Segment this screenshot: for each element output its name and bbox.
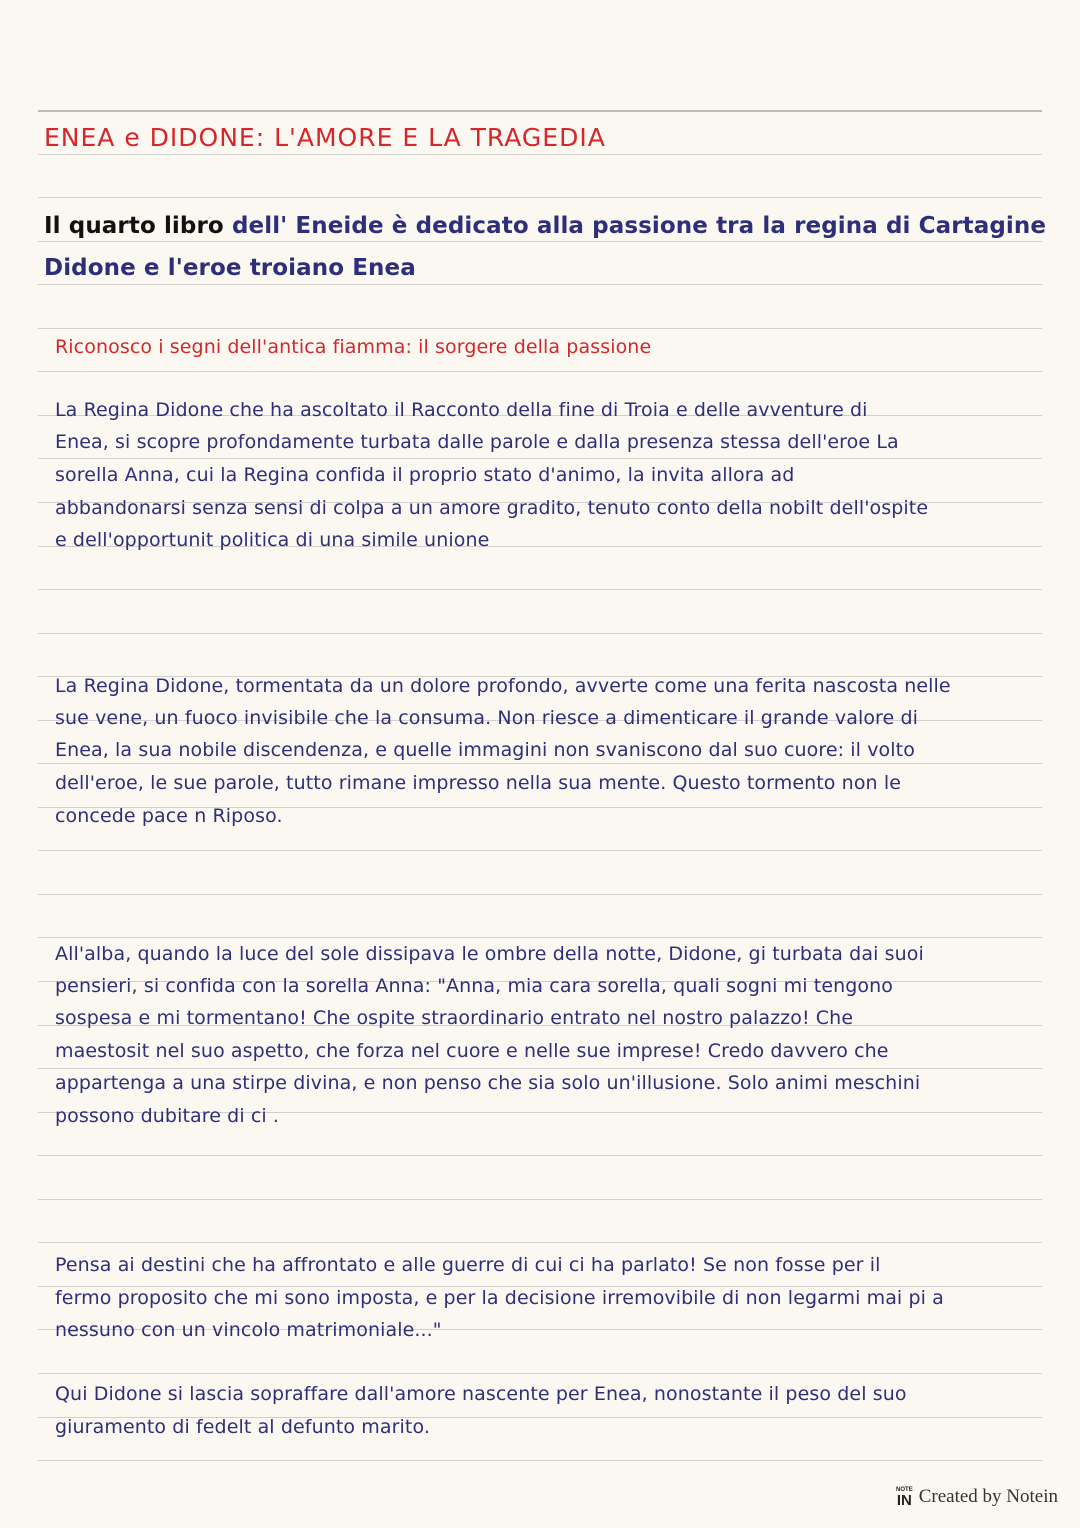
- logo-big-text: IN: [896, 1491, 912, 1509]
- paragraph-3-line: pensieri, si confida con la sorella Anna: "Anna, mia cara sorella, quali sogni mi tengono: [55, 975, 894, 997]
- ruled-line: [38, 154, 1042, 155]
- paragraph-3-line: possono dubitare di ci .: [55, 1105, 280, 1127]
- ruled-line: [38, 241, 1042, 242]
- intro-highlight: Il quarto libro: [44, 213, 224, 239]
- ruled-line: [38, 197, 1042, 198]
- ruled-line: [38, 328, 1042, 329]
- paragraph-5-line: giuramento di fedelt al defunto marito.: [55, 1416, 430, 1438]
- paragraph-1-line: La Regina Didone che ha ascoltato il Racconto della fine di Troia e delle avventure di: [55, 399, 868, 421]
- ruled-line: [38, 1155, 1042, 1156]
- logo-small-text: NOTE: [896, 1486, 913, 1493]
- paragraph-2-line: Enea, la sua nobile discendenza, e quelle immagini non svaniscono dal suo cuore: il volto: [55, 739, 915, 761]
- notein-watermark: [896, 1486, 1058, 1508]
- intro-line-2: Didone e l'eroe troiano Enea: [44, 255, 416, 281]
- ruled-line: [38, 1242, 1042, 1243]
- ruled-line: [38, 937, 1042, 938]
- paragraph-2-line: concede pace n Riposo.: [55, 805, 283, 827]
- ruled-line: [38, 1068, 1042, 1069]
- ruled-line: [38, 763, 1042, 764]
- notein-logo-icon: [896, 1487, 913, 1508]
- ruled-line: [38, 458, 1042, 459]
- page-title: ENEA e DIDONE: L'AMORE E LA TRAGEDIA: [44, 123, 606, 152]
- paragraph-3-line: sospesa e mi tormentano! Che ospite straordinario entrato nel nostro palazzo! Che: [55, 1007, 854, 1029]
- paragraph-2-line: dell'eroe, le sue parole, tutto rimane impresso nella sua mente. Questo tormento non le: [55, 772, 901, 794]
- ruled-line: [38, 371, 1042, 372]
- paragraph-5-line: Qui Didone si lascia sopraffare dall'amore nascente per Enea, nonostante il peso del suo: [55, 1383, 907, 1405]
- paragraph-4-line: nessuno con un vincolo matrimoniale...": [55, 1319, 442, 1341]
- ruled-line: [38, 633, 1042, 634]
- ruled-line: [38, 850, 1042, 851]
- intro-line-1: [44, 214, 1046, 238]
- ruled-line: [38, 1460, 1042, 1461]
- paragraph-3-line: All'alba, quando la luce del sole dissipava le ombre della notte, Didone, gi turbata dai suoi: [55, 943, 924, 965]
- footer-text: Created by Notein: [918, 1486, 1058, 1507]
- paragraph-1-line: sorella Anna, cui la Regina confida il proprio stato d'animo, la invita allora ad: [55, 464, 795, 486]
- paragraph-1-line: abbandonarsi senza sensi di colpa a un amore gradito, tenuto conto della nobilt dell'ospite: [55, 497, 929, 519]
- paragraph-2-line: sue vene, un fuoco invisibile che la consuma. Non riesce a dimenticare il grande valore di: [55, 707, 919, 729]
- ruled-line: [38, 1373, 1042, 1374]
- paragraph-3-line: maestosit nel suo aspetto, che forza nel cuore e nelle sue imprese! Credo davvero che: [55, 1040, 889, 1062]
- paragraph-4-line: fermo proposito che mi sono imposta, e per la decisione irremovibile di non legarmi mai pi a: [55, 1287, 944, 1309]
- section-subtitle: Riconosco i segni dell'antica fiamma: il sorgere della passione: [55, 336, 652, 358]
- paragraph-2-line: La Regina Didone, tormentata da un dolore profondo, avverte come una ferita nascosta nelle: [55, 675, 951, 697]
- ruled-line: [38, 589, 1042, 590]
- paragraph-3-line: appartenga a una stirpe divina, e non penso che sia solo un'illusione. Solo animi meschini: [55, 1072, 921, 1094]
- ruled-line: [38, 110, 1042, 112]
- ruled-line: [38, 1199, 1042, 1200]
- intro-text: dell' Eneide è dedicato alla passione tra la regina di Cartagine: [231, 213, 1047, 239]
- paragraph-1-line: e dell'opportunit politica di una simile unione: [55, 529, 490, 551]
- paragraph-1-line: Enea, si scopre profondamente turbata dalle parole e dalla presenza stessa dell'eroe La: [55, 431, 899, 453]
- paragraph-4-line: Pensa ai destini che ha affrontato e alle guerre di cui ci ha parlato! Se non fosse per il: [55, 1254, 881, 1276]
- ruled-line: [38, 894, 1042, 895]
- ruled-line: [38, 284, 1042, 285]
